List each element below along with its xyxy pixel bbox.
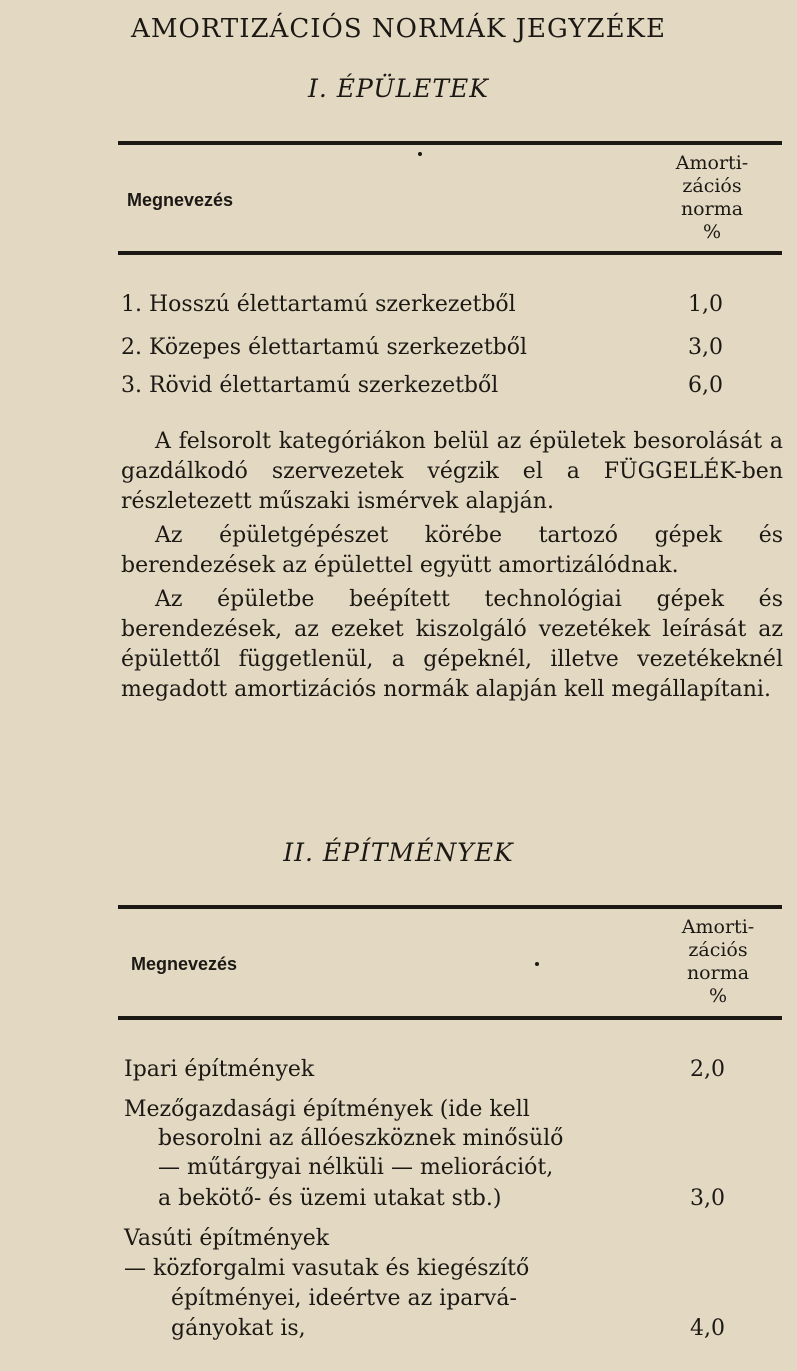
section-2-heading: II. ÉPÍTMÉNYEK [283,838,514,867]
table-2-item-line: építményei, ideértve az iparvá- [171,1286,517,1311]
norm-header-line: norma [686,962,750,984]
norm-header-line: zációs [688,939,748,961]
norm-header-line: Amorti- [681,916,755,938]
table-1-row-value: 1,0 [688,292,723,317]
table-2-item-line: Vasúti építmények [124,1226,330,1251]
document-title: AMORTIZÁCIÓS NORMÁK JEGYZÉKE [131,14,666,44]
table-2-item-line: Ipari építmények [124,1057,315,1082]
print-speck [535,962,539,966]
table-2-header-rule [118,1016,782,1020]
table-2-item-line: a bekötő- és üzemi utakat stb.) [158,1186,502,1211]
norm-header-line: Amorti- [675,152,749,174]
paragraph: Az épületgépészet körébe tartozó gépek és berendezések az épülettel együtt amortizálódnak. [121,523,783,578]
table-2-item-line: gányokat is, [171,1316,306,1341]
table-1-name-header: Megnevezés [127,190,234,210]
norm-header-line: % [708,985,728,1007]
table-2-top-rule [118,905,782,909]
table-2-item-value: 2,0 [690,1057,725,1082]
table-1-row-name: 2. Közepes élettartamú szerkezetből [121,335,528,360]
section-1-body [121,427,783,709]
table-2-item-line: besorolni az állóeszköznek minősülő [158,1126,564,1151]
norm-header-line: norma [680,198,744,220]
section-1-heading: I. ÉPÜLETEK [308,74,489,103]
paragraph: A felsorolt kategóriákon belül az épületek besorolását a gazdálkodó szervezetek végzik el a FÜGGELÉK-ben részletezett műszaki ismérvek alapján. [121,429,783,514]
paragraph: Az épületbe beépített technológiai gépek és berendezések, az ezeket kiszolgáló vezetékek leírását az épülettől függetlenül, a gépeknél, illetve vezetékeknél megadott amortizációs normák alapján kell megállapítani. [121,587,783,702]
table-2-item-value: 4,0 [690,1316,725,1341]
table-1-row-value: 6,0 [688,373,723,398]
norm-header-line: zációs [682,175,742,197]
table-2-name-header: Megnevezés [131,954,238,974]
table-1-row-name: 1. Hosszú élettartamú szerkezetből [121,292,516,317]
table-1-row-value: 3,0 [688,335,723,360]
print-speck [418,152,422,156]
table-2-norm-header [663,916,773,1008]
table-2-item-value: 3,0 [690,1186,725,1211]
table-1-top-rule [118,141,782,145]
norm-header-line: % [702,221,722,243]
table-1-row-name: 3. Rövid élettartamú szerkezetből [121,373,499,398]
table-2-item-line: — műtárgyai nélküli — meliorációt, [158,1155,554,1180]
table-2-item-line: Mezőgazdasági építmények (ide kell [124,1097,530,1122]
table-1-header-rule [118,251,782,255]
table-2-item-line: — közforgalmi vasutak és kiegészítő [124,1256,530,1281]
table-1-norm-header [657,152,767,244]
